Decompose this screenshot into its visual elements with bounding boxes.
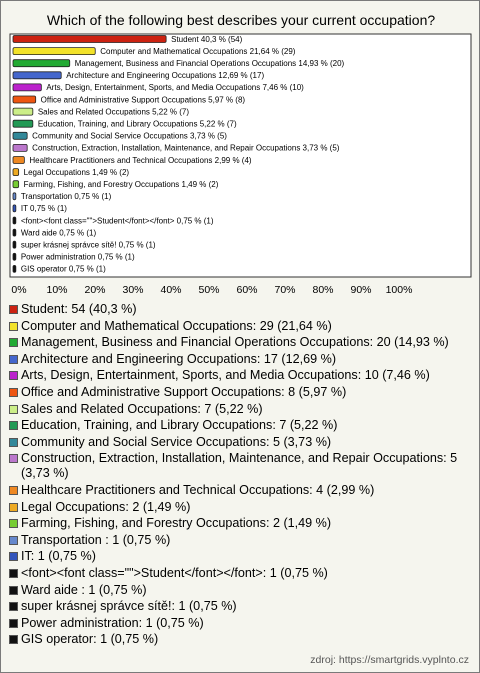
legend-item bbox=[9, 549, 474, 564]
bar-label: Management, Business and Financial Operations Occupations 14,93 % (20) bbox=[74, 59, 345, 68]
bar bbox=[13, 96, 36, 103]
legend-label: Farming, Fishing, and Forestry Occupations: 2 (1,49 %) bbox=[21, 516, 332, 531]
legend-swatch bbox=[9, 355, 18, 364]
legend-label: Office and Administrative Support Occupations: 8 (5,97 %) bbox=[21, 384, 347, 399]
legend-label: IT: 1 (0,75 %) bbox=[21, 549, 96, 564]
legend-item bbox=[9, 435, 474, 450]
bar bbox=[13, 84, 41, 91]
bar-label: Student 40,3 % (54) bbox=[171, 34, 243, 44]
bar-label: Architecture and Engineering Occupations 12,69 % (17) bbox=[66, 71, 265, 81]
source-note: zdroj: https://smartgrids.vyplnto.cz bbox=[310, 654, 469, 666]
bar bbox=[13, 144, 27, 151]
bar bbox=[13, 181, 19, 188]
legend-label: Architecture and Engineering Occupations: 17 (12,69 %) bbox=[21, 351, 337, 366]
bar-label: <font><font class="">Student</font></font> 0,75 % (1) bbox=[20, 216, 214, 226]
legend-label: Computer and Mathematical Occupations: 29 (21,64 %) bbox=[21, 318, 332, 333]
legend-swatch bbox=[9, 405, 18, 414]
bar-label: Healthcare Practitioners and Technical Occupations 2,99 % (4) bbox=[29, 155, 252, 165]
bar bbox=[13, 132, 27, 139]
legend-label: Education, Training, and Library Occupations: 7 (5,22 %) bbox=[21, 418, 338, 433]
bar-label: GIS operator 0,75 % (1) bbox=[20, 264, 106, 274]
legend-swatch bbox=[9, 438, 18, 447]
legend-swatch bbox=[9, 421, 18, 430]
legend-item bbox=[9, 385, 474, 400]
legend-item bbox=[9, 500, 474, 515]
x-tick-label: 0% bbox=[11, 284, 27, 296]
legend-label: Legal Occupations: 2 (1,49 %) bbox=[21, 499, 191, 514]
x-tick-label: 70% bbox=[274, 284, 296, 296]
bar-label: Education, Training, and Library Occupations 5,22 % (7) bbox=[37, 119, 237, 129]
legend-label: super krásnej správce sítě!: 1 (0,75 %) bbox=[21, 599, 237, 614]
legend-item bbox=[9, 368, 474, 383]
legend-swatch bbox=[9, 586, 18, 595]
legend-swatch bbox=[9, 536, 18, 545]
bar-label: Computer and Mathematical Occupations 21,64 % (29) bbox=[100, 46, 296, 56]
bar-label: Farming, Fishing, and Forestry Occupations 1,49 % (2) bbox=[23, 180, 219, 189]
legend-label: Sales and Related Occupations: 7 (5,22 %) bbox=[21, 401, 263, 416]
legend-swatch bbox=[9, 635, 18, 644]
bar-label: Office and Administrative Support Occupations 5,97 % (8) bbox=[40, 95, 246, 105]
bar-label: Community and Social Service Occupations 3,73 % (5) bbox=[32, 131, 227, 141]
legend-item bbox=[9, 352, 474, 367]
legend-label: Arts, Design, Entertainment, Sports, and Media Occupations: 10 (7,46 %) bbox=[21, 368, 430, 383]
x-tick-label: 80% bbox=[312, 284, 334, 296]
legend-item bbox=[9, 302, 474, 317]
bar bbox=[13, 265, 16, 272]
legend-item bbox=[9, 616, 474, 631]
legend-item bbox=[9, 566, 474, 581]
bar bbox=[13, 169, 19, 176]
bar bbox=[13, 253, 16, 260]
chart-legend bbox=[9, 302, 474, 649]
bar bbox=[13, 120, 33, 127]
bar-label: super krásnej správce sítě! 0,75 % (1) bbox=[20, 240, 156, 250]
x-tick-label: 60% bbox=[236, 284, 258, 296]
bar-label: Construction, Extraction, Installation, Maintenance, and Repair Occupations 3,73 % (5) bbox=[32, 143, 340, 153]
bar bbox=[13, 60, 70, 67]
bar bbox=[13, 205, 16, 212]
x-tick-label: 50% bbox=[198, 284, 220, 296]
legend-label: Community and Social Service Occupations: 5 (3,73 %) bbox=[21, 434, 332, 449]
legend-swatch bbox=[9, 322, 18, 331]
legend-swatch bbox=[9, 486, 18, 495]
bar-label: Ward aide 0,75 % (1) bbox=[20, 228, 97, 238]
bar-label: IT 0,75 % (1) bbox=[20, 204, 67, 214]
bar bbox=[13, 241, 16, 248]
legend-swatch bbox=[9, 371, 18, 380]
bar-label: Sales and Related Occupations 5,22 % (7) bbox=[37, 107, 190, 117]
x-tick-label: 90% bbox=[350, 284, 372, 296]
bar bbox=[13, 157, 24, 164]
x-tick-label: 10% bbox=[46, 284, 68, 296]
bar bbox=[13, 217, 16, 224]
bar bbox=[13, 229, 16, 236]
bar-label: Transportation 0,75 % (1) bbox=[20, 192, 112, 202]
bar bbox=[13, 108, 33, 115]
legend-label: <font><font class="">Student</font></font>: 1 (0,75 %) bbox=[21, 565, 328, 580]
bar bbox=[13, 193, 16, 200]
legend-item bbox=[9, 533, 474, 548]
bar-chart bbox=[1, 1, 480, 301]
x-tick-label: 100% bbox=[385, 284, 413, 296]
legend-label: Management, Business and Financial Operations Occupations: 20 (14,93 %) bbox=[21, 335, 449, 350]
legend-label: Ward aide : 1 (0,75 %) bbox=[21, 582, 147, 597]
legend-swatch bbox=[9, 388, 18, 397]
legend-label: Construction, Extraction, Installation, Maintenance, and Repair Occupations: 5 (3,73 %) bbox=[21, 451, 458, 481]
bar bbox=[13, 36, 166, 43]
legend-item bbox=[9, 583, 474, 598]
bar-label: Legal Occupations 1,49 % (2) bbox=[23, 167, 130, 177]
bar bbox=[13, 48, 95, 55]
legend-item bbox=[9, 599, 474, 614]
bar-label: Power administration 0,75 % (1) bbox=[20, 252, 135, 262]
legend-label: Student: 54 (40,3 %) bbox=[21, 302, 137, 316]
legend-item bbox=[9, 632, 474, 647]
legend-label: GIS operator: 1 (0,75 %) bbox=[21, 632, 159, 647]
bar bbox=[13, 72, 61, 79]
legend-item bbox=[9, 483, 474, 498]
legend-item bbox=[9, 451, 474, 481]
legend-item bbox=[9, 516, 474, 531]
x-tick-label: 40% bbox=[160, 284, 182, 296]
chart-title: Which of the following best describes your current occupation? bbox=[46, 12, 436, 28]
legend-item bbox=[9, 402, 474, 417]
legend-label: Transportation : 1 (0,75 %) bbox=[21, 532, 171, 547]
legend-item bbox=[9, 335, 474, 350]
legend-label: Healthcare Practitioners and Technical Occupations: 4 (2,99 %) bbox=[21, 482, 375, 497]
legend-item bbox=[9, 418, 474, 433]
legend-swatch bbox=[9, 552, 18, 561]
legend-swatch bbox=[9, 602, 18, 611]
legend-swatch bbox=[9, 519, 18, 528]
legend-swatch bbox=[9, 338, 18, 347]
legend-swatch bbox=[9, 569, 18, 578]
legend-swatch bbox=[9, 619, 18, 628]
x-tick-label: 30% bbox=[122, 284, 144, 296]
bar-label: Arts, Design, Entertainment, Sports, and Media Occupations 7,46 % (10) bbox=[46, 83, 304, 93]
legend-swatch bbox=[9, 454, 18, 463]
x-tick-label: 20% bbox=[84, 284, 106, 296]
legend-label: Power administration: 1 (0,75 %) bbox=[21, 615, 204, 630]
legend-item bbox=[9, 319, 474, 334]
legend-swatch bbox=[9, 305, 18, 314]
legend-swatch bbox=[9, 503, 18, 512]
